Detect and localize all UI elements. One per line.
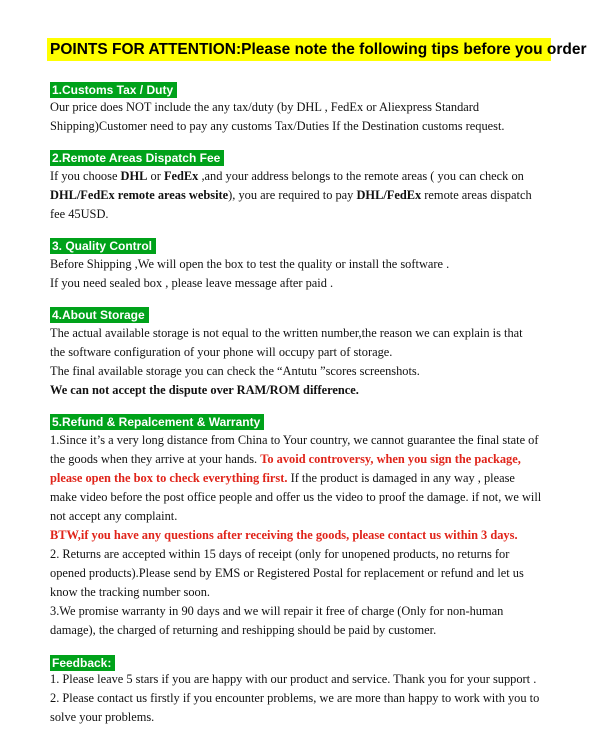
remote-text: ), you are required to pay <box>228 188 357 202</box>
customs-tax-heading: 1.Customs Tax / Duty <box>50 82 177 98</box>
refund-line-1: 1.Since it’s a very long distance from China to Your country, we cannot guarantee the final state of <box>50 433 539 447</box>
remote-areas-heading: 2.Remote Areas Dispatch Fee <box>50 150 224 166</box>
remote-text: remote areas dispatch <box>421 188 532 202</box>
remote-areas-line-3: fee 45USD. <box>50 207 109 221</box>
refund-line-4: make video before the post office people and offer us the video to proof the damage. if not, we will <box>50 490 542 504</box>
storage-heading: 4.About Storage <box>50 307 149 323</box>
storage-line-3: The final available storage you can check the “Antutu ”scores screenshots. <box>50 364 420 378</box>
remote-areas-line-1 <box>50 167 565 186</box>
refund-line-5: not accept any complaint. <box>50 509 178 523</box>
remote-areas-line-2 <box>50 186 565 205</box>
customs-tax-line-2: Shipping)Customer need to pay any customs Tax/Duties If the Destination customs request. <box>50 119 505 133</box>
storage-line-1: The actual available storage is not equal to the written number,the reason we can explain is that <box>50 326 523 340</box>
remote-text: ,and your address belongs to the remote areas ( you can check on <box>198 169 524 183</box>
refund-line-2 <box>50 450 565 469</box>
refund-text: If the product is damaged in any way , please <box>287 471 515 485</box>
refund-line-7: 2. Returns are accepted within 15 days of receipt (only for unopened products, no returns for <box>50 547 510 561</box>
fedex-label: FedEx <box>163 169 199 183</box>
refund-line-10: 3.We promise warranty in 90 days and we will repair it free of charge (Only for non-human <box>50 604 504 618</box>
feedback-line-3: solve your problems. <box>50 710 155 724</box>
dhl-fedex-label: DHL/FedEx <box>356 188 422 202</box>
refund-line-8: opened products).Please send by EMS or Registered Postal for replacement or refund and let us <box>50 566 524 580</box>
storage-line-2: the software configuration of your phone will occupy part of storage. <box>50 345 393 359</box>
feedback-heading: Feedback: <box>50 655 115 671</box>
feedback-line-2: 2. Please contact us firstly if you encounter problems, we are more than happy to work with you to <box>50 691 540 705</box>
quality-control-line-2: If you need sealed box , please leave message after paid . <box>50 276 334 290</box>
controversy-warning: To avoid controversy, when you sign the package, <box>260 452 521 466</box>
refund-line-3 <box>50 469 565 488</box>
refund-line-9: know the tracking number soon. <box>50 585 211 599</box>
customs-tax-line-1: Our price does NOT include the any tax/duty (by DHL , FedEx or Aliexpress Standard <box>50 100 480 114</box>
contact-within-3-days-warning: BTW,if you have any questions after receiving the goods, please contact us within 3 days. <box>50 528 518 542</box>
refund-warranty-heading: 5.Refund & Repalcement & Warranty <box>50 414 264 430</box>
refund-line-11: damage), the charged of returning and reshipping should be paid by customer. <box>50 623 437 637</box>
feedback-line-1: 1. Please leave 5 stars if you are happy with our product and service. Thank you for your support . <box>50 672 537 686</box>
page-title: POINTS FOR ATTENTION:Please note the following tips before you order <box>47 38 551 61</box>
open-box-warning: please open the box to check everything first. <box>50 471 288 485</box>
quality-control-line-1: Before Shipping ,We will open the box to test the quality or install the software . <box>50 257 450 271</box>
remote-website-label: DHL/FedEx remote areas website <box>50 188 229 202</box>
dhl-label: DHL <box>120 169 148 183</box>
quality-control-heading: 3. Quality Control <box>50 238 156 254</box>
storage-dispute-note: We can not accept the dispute over RAM/ROM difference. <box>50 383 359 397</box>
refund-text: the goods when they arrive at your hands. <box>50 452 261 466</box>
remote-text: or <box>147 169 164 183</box>
remote-text: If you choose <box>50 169 121 183</box>
